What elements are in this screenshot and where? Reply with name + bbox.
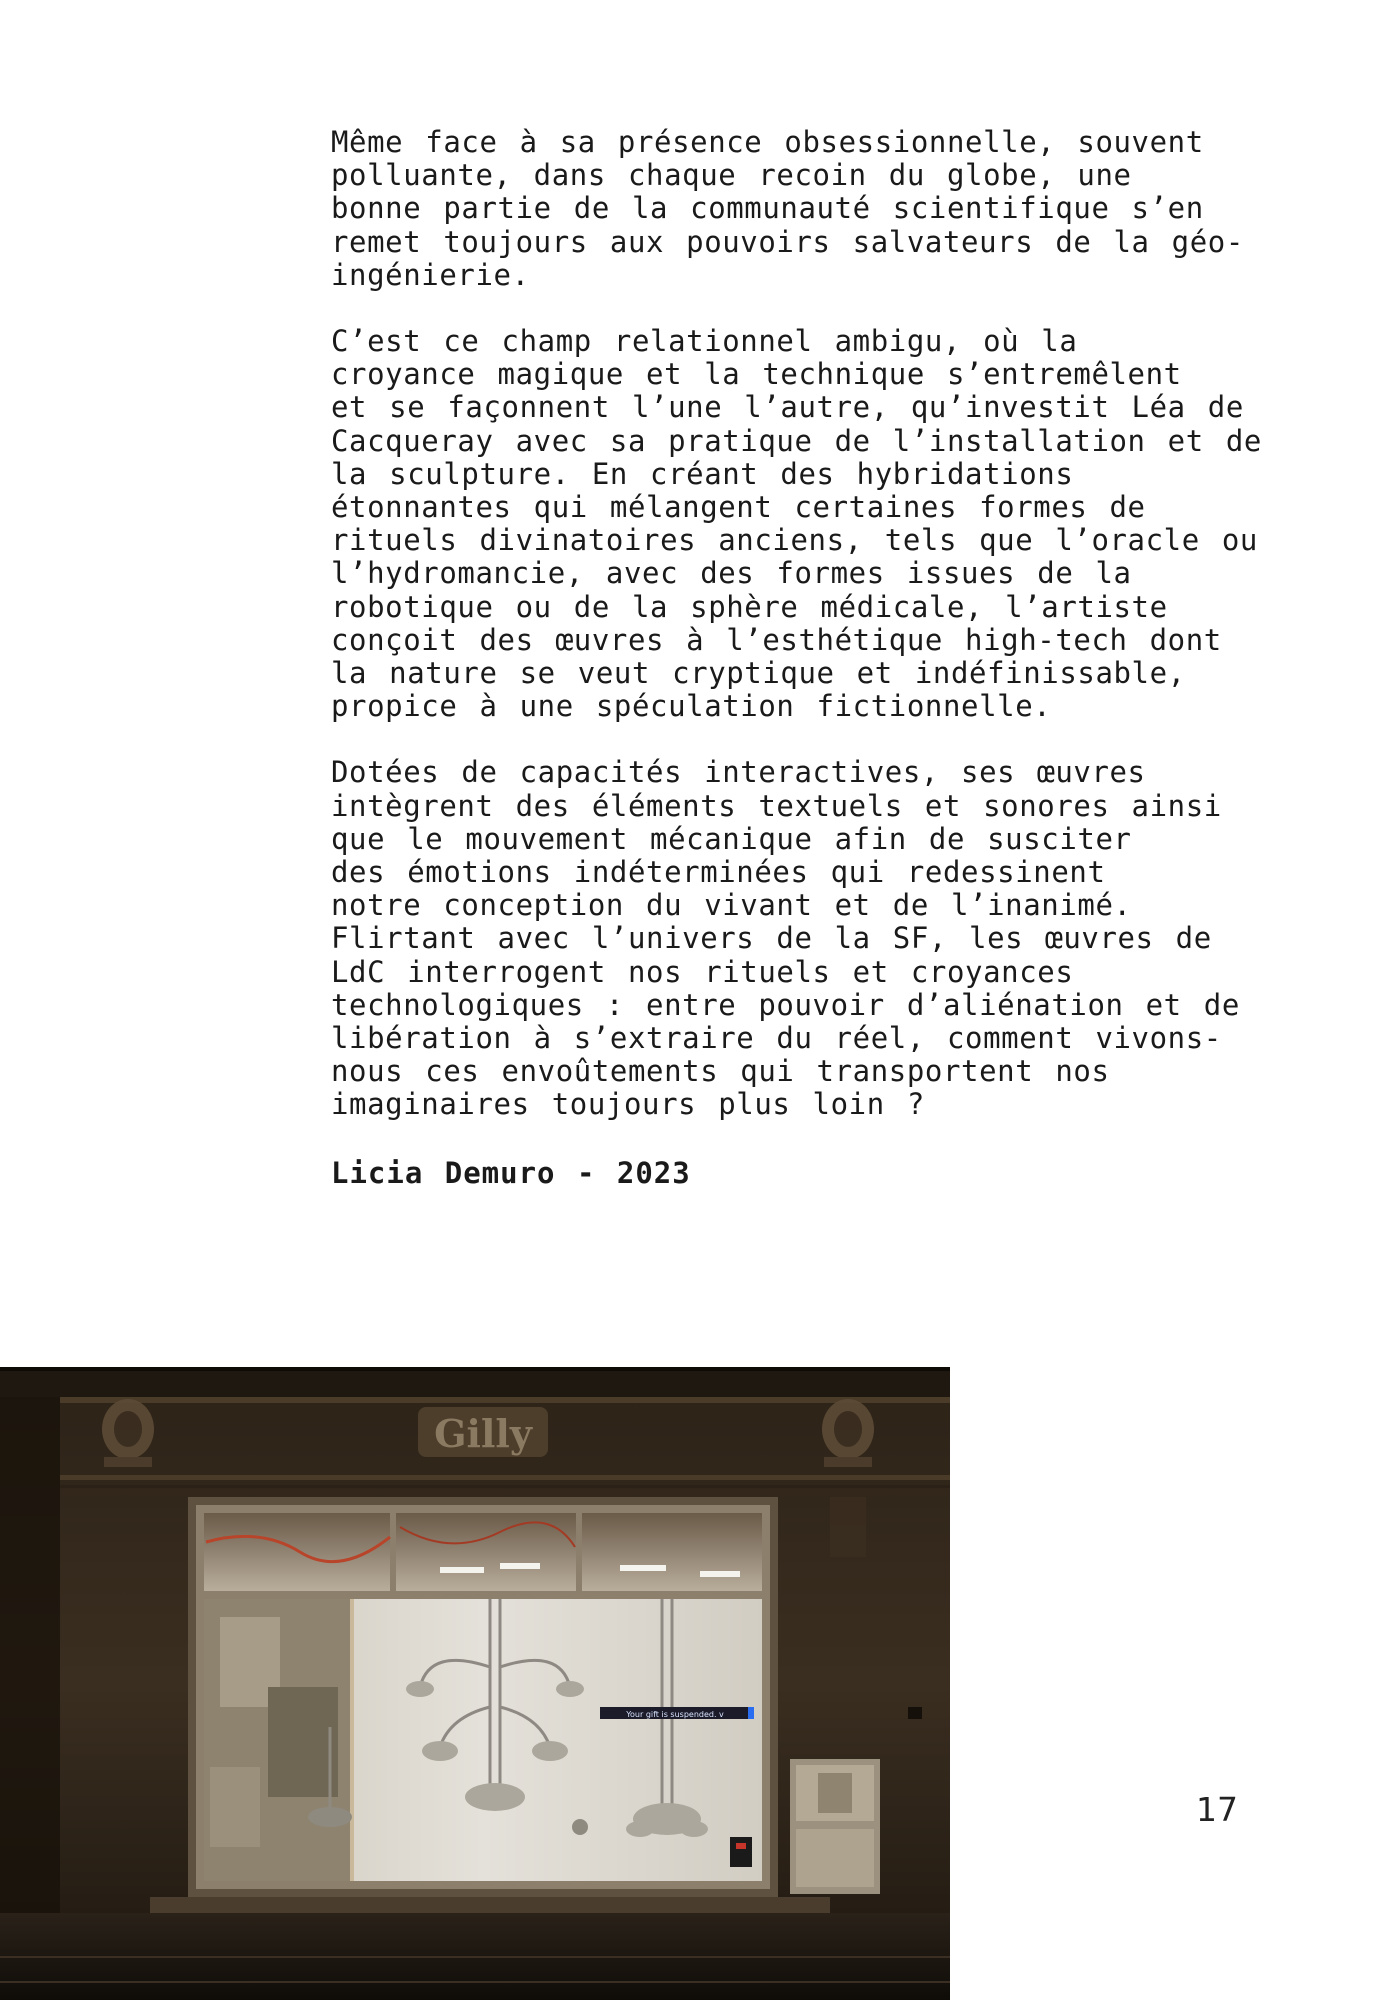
text-line: des émotions indéterminées qui redessinent [331,855,1106,890]
text-line: robotique ou de la sphère médicale, l’artiste [331,589,1168,624]
led-screen-text: Your gift is suspended. v [626,1710,724,1719]
storefront-sign: Gilly [434,1411,532,1456]
exhibition-photo [0,1367,950,2000]
upper-pane-left [204,1513,390,1591]
text-line: croyance magique et la technique s’entremêlent [331,357,1182,392]
text-line: libération à s’extraire du réel, comment vivons- [331,1021,1222,1056]
text-line: l’hydromancie, avec des formes issues de la [331,556,1132,591]
upper-pane-right [582,1513,762,1591]
page-number: 17 [1196,1790,1238,1829]
storefront-night-photo [0,1367,950,2000]
text-line: et se façonnent l’une l’autre, qu’investit Léa de [331,390,1244,425]
text-line: notre conception du vivant et de l’inanimé. [331,888,1132,923]
text-line: conçoit des œuvres à l’esthétique high-tech dont [331,622,1222,657]
text-line: que le mouvement mécanique afin de susciter [331,821,1132,856]
text-line: bonne partie de la communauté scientifique s’en [331,191,1204,226]
paragraph-2 [331,324,1262,724]
text-line: Même face à sa présence obsessionnelle, souvent [331,125,1204,159]
text-line: technologiques : entre pouvoir d’aliénation et de [331,987,1240,1022]
author-signature: Licia Demuro - 2023 [331,1155,691,1190]
mailbox-panel [790,1759,880,1894]
text-line: rituels divinatoires anciens, tels que l’oracle ou [331,523,1258,558]
text-line: ingénierie. [331,257,530,292]
text-line: intègrent des éléments textuels et sonores ainsi [331,788,1222,823]
text-line: nous ces envoûtements qui transportent nos [331,1054,1110,1089]
essay-text [331,125,1262,1191]
text-line: Flirtant avec l’univers de la SF, les œuvres de [331,921,1212,956]
text-line: polluante, dans chaque recoin du globe, une [331,158,1132,193]
text-line: Dotées de capacités interactives, ses œuvres [331,755,1146,790]
text-line: Cacqueray avec sa pratique de l’installation et de [331,423,1262,458]
text-line: la sculpture. En créant des hybridations [331,456,1074,491]
paragraph-1 [331,125,1244,292]
text-line: propice à une spéculation fictionnelle. [331,689,1052,724]
text-line: LdC interrogent nos rituels et croyances [331,954,1074,989]
paragraph-3 [331,755,1240,1122]
text-line: imaginaires toujours plus loin ? [331,1087,925,1122]
text-line: C’est ce champ relationnel ambigu, où la [331,324,1078,359]
text-line: la nature se veut cryptique et indéfinissable, [331,656,1186,691]
text-line: remet toujours aux pouvoirs salvateurs de la géo- [331,224,1244,259]
text-line: étonnantes qui mélangent certaines formes de [331,490,1146,525]
